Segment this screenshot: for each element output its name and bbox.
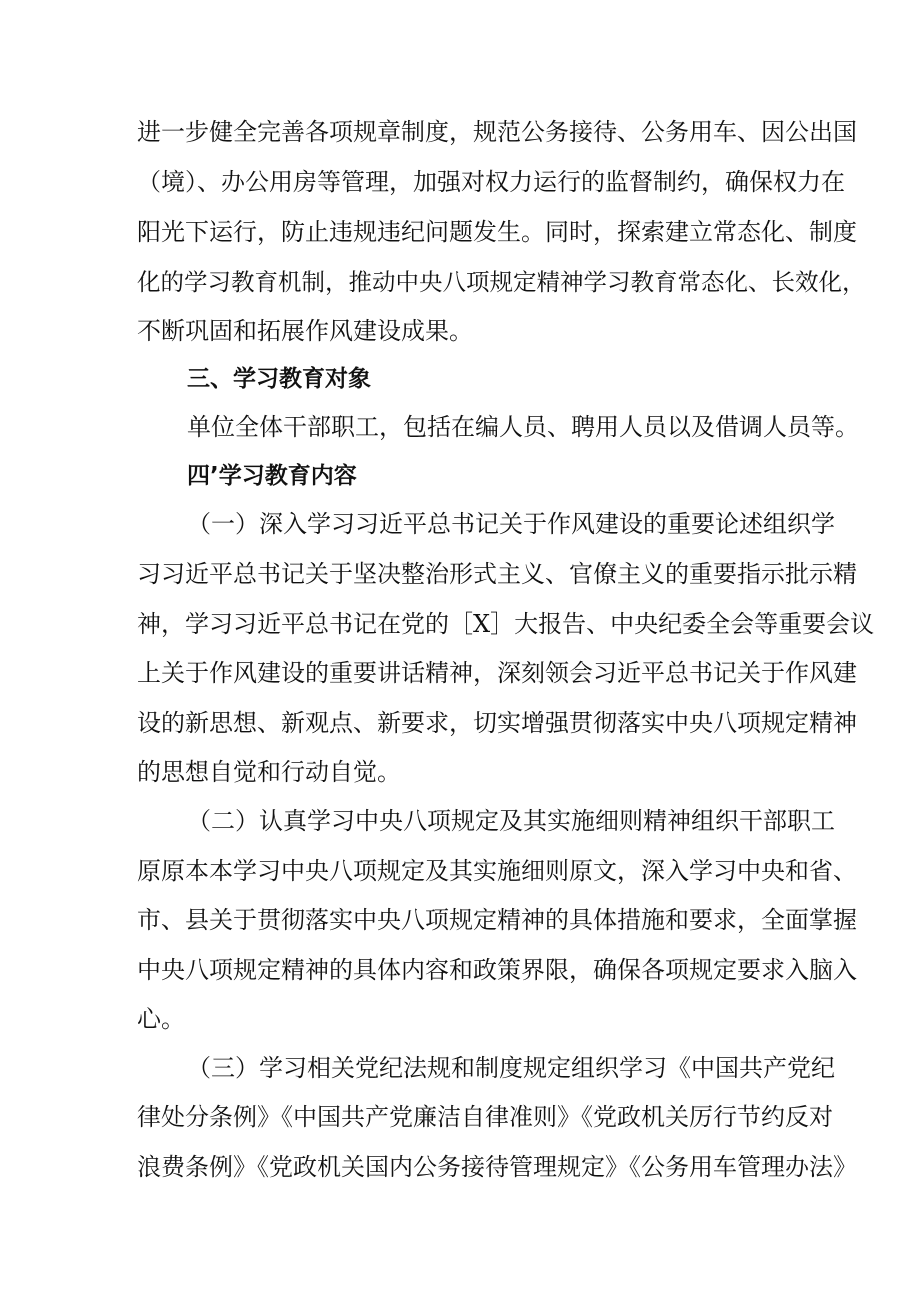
section-three-text: 单位全体干部职工，包括在编人员、聘用人员以及借调人员等。 xyxy=(187,413,859,441)
text-line: 心。 xyxy=(137,1005,185,1033)
text-line: 上关于作风建设的重要讲话精神，深刻领会习近平总书记关于作风建 xyxy=(137,659,857,687)
text-line: 设的新思想、新观点、新要求，切实增强贯彻落实中央八项规定精神 xyxy=(137,709,857,737)
section-three-heading: 三、学习教育对象 xyxy=(187,366,371,392)
text-line: 中央八项规定精神的具体内容和政策界限，确保各项规定要求入脑入 xyxy=(137,956,857,984)
text-line: 原原本本学习中央八项规定及其实施细则原文，深入学习中央和省、 xyxy=(137,857,857,885)
text-line: 市、县关于贯彻落实中央八项规定精神的具体措施和要求，全面掌握 xyxy=(137,906,857,934)
text-line: （境）、办公用房等管理，加强对权力运行的监督制约，确保权力在 xyxy=(137,168,845,196)
text-line: 律处分条例》《中国共产党廉洁自律准则》《党政机关厉行节约反对 xyxy=(137,1103,833,1131)
text-line: （二）认真学习中央八项规定及其实施细则精神组织干部职工 xyxy=(187,807,835,835)
section-four-heading: 四’学习教育内容 xyxy=(187,463,357,489)
text-line: 神，学习习近平总书记在党的［X］大报告、中央纪委全会等重要会议 xyxy=(137,610,875,638)
text-line: （一）深入学习习近平总书记关于作风建设的重要论述组织学 xyxy=(187,510,835,538)
text-line: 不断巩固和拓展作风建设成果。 xyxy=(137,317,473,345)
text-line: 化的学习教育机制，推动中央八项规定精神学习教育常态化、长效化， xyxy=(137,268,866,296)
text-line: 习习近平总书记关于坚决整治形式主义、官僚主义的重要指示批示精 xyxy=(137,560,857,588)
text-line: 浪费条例》《党政机关国内公务接待管理规定》《公务用车管理办法》 xyxy=(137,1153,857,1181)
text-line: 的思想自觉和行动自觉。 xyxy=(137,758,401,786)
text-line: （三）学习相关党纪法规和制度规定组织学习《中国共产党纪 xyxy=(187,1054,835,1082)
text-line: 阳光下运行，防止违规违纪问题发生。同时，探索建立常态化、制度 xyxy=(137,218,857,246)
text-line: 进一步健全完善各项规章制度，规范公务接待、公务用车、因公出国 xyxy=(137,118,857,146)
